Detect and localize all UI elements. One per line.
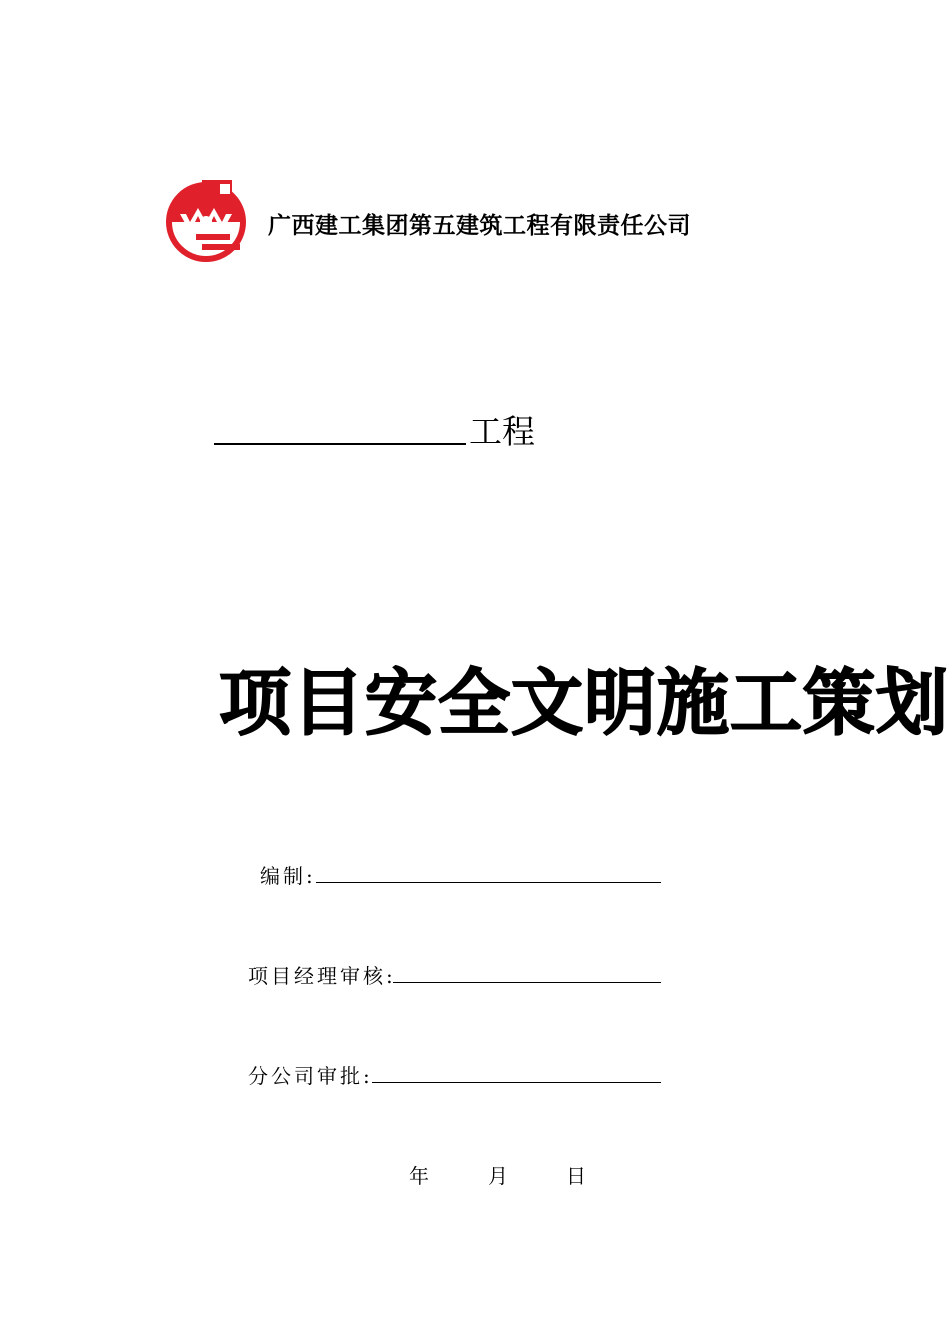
- date-month-label: 月: [488, 1164, 508, 1188]
- pm-review-field[interactable]: [393, 982, 661, 983]
- pm-review-label: 项目经理审核:: [248, 964, 396, 988]
- date-year-label: 年: [409, 1164, 429, 1188]
- branch-approval-field[interactable]: [372, 1082, 661, 1083]
- date-day-label: 日: [566, 1164, 586, 1188]
- prepared-by-field[interactable]: [316, 882, 661, 883]
- page-title: 项目安全文明施工策划: [219, 661, 950, 745]
- branch-approval-label: 分公司审批:: [248, 1064, 373, 1088]
- prepared-by-label: 编制:: [260, 864, 316, 888]
- company-logo-icon: [166, 178, 248, 262]
- project-name-field[interactable]: [214, 443, 466, 445]
- company-name: 广西建工集团第五建筑工程有限责任公司: [268, 212, 691, 239]
- project-suffix: 工程: [469, 412, 535, 451]
